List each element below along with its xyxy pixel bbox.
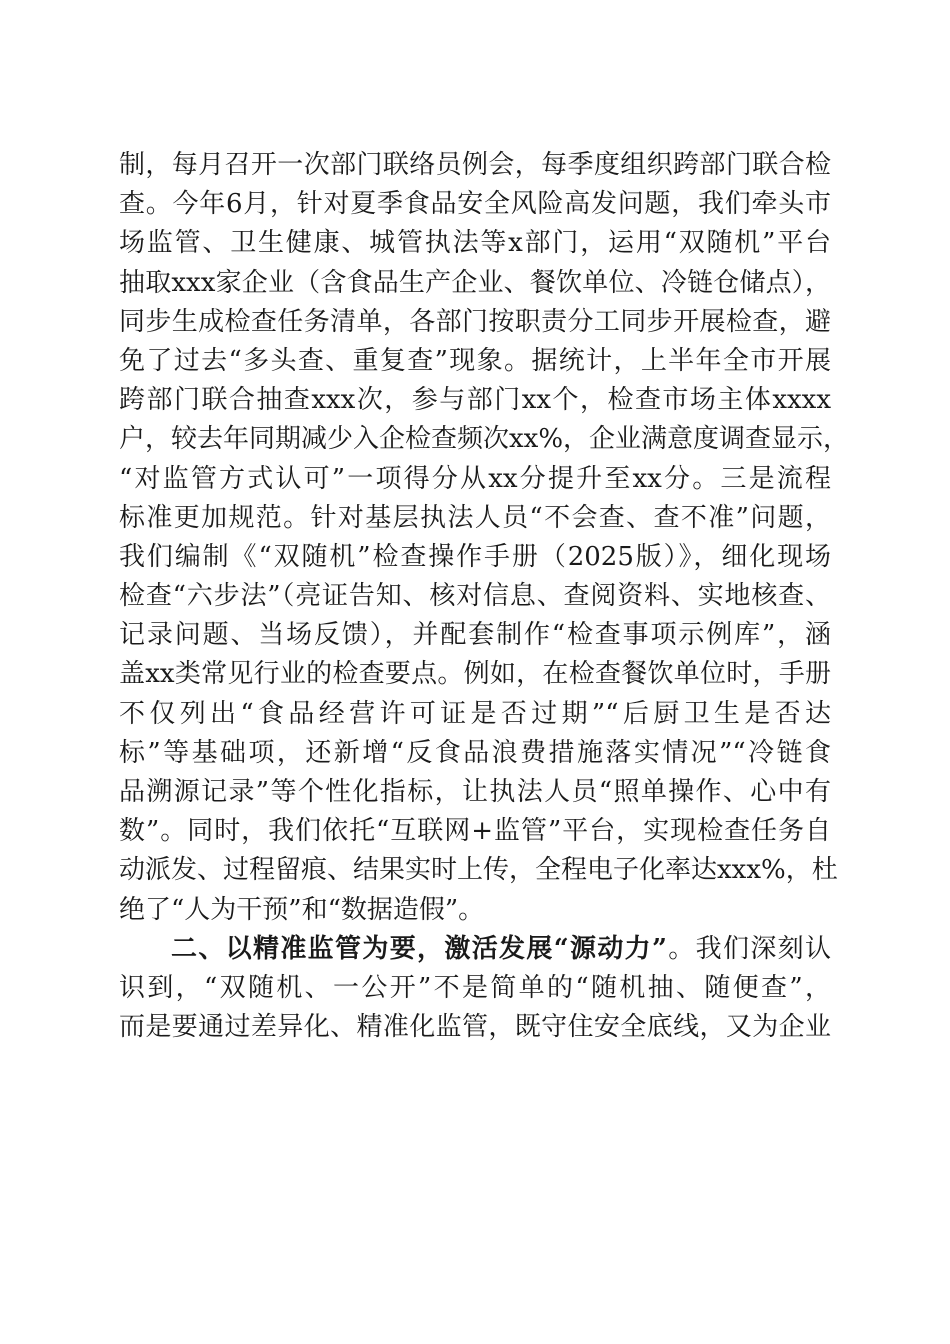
text-line: 户，较去年同期减少入企检查频次xx%，企业满意度调查显示，: [119, 424, 850, 455]
text-line: 识到，“双随机、一公开”不是简单的“随机抽、随便查”，: [119, 972, 831, 1003]
text-line: 不仅列出“食品经营许可证是否过期”“后厨卫生是否达: [119, 698, 831, 729]
text-line: 记录问题、当场反馈），并配套制作“检查事项示例库”，涵: [119, 620, 831, 651]
text-line: 场监管、卫生健康、城管执法等x部门，运用“双随机”平台: [119, 228, 831, 259]
text-line: 绝了“人为干预”和“数据造假”。: [119, 894, 485, 925]
text-line: 动派发、过程留痕、结果实时上传，全程电子化率达xxx%，杜: [119, 855, 838, 886]
text-line: 品溯源记录”等个性化指标，让执法人员“照单操作、心中有: [119, 777, 831, 807]
text-line: 盖xx类常见行业的检查要点。例如，在检查餐饮单位时，手册: [119, 659, 831, 690]
text-line: 制，每月召开一次部门联络员例会，每季度组织跨部门联合检: [119, 150, 831, 180]
paragraph-1: [119, 146, 850, 930]
text-line: 同步生成检查任务清单，各部门按职责分工同步开展检查，避: [119, 306, 831, 337]
text-line: 抽取xxx家企业（含食品生产企业、餐饮单位、冷链仓储点），: [119, 267, 831, 298]
paragraph-2: [119, 930, 831, 1048]
section-heading-line: [119, 930, 831, 969]
text-line: 标”等基础项，还新增“反食品浪费措施落实情况”“冷链食: [119, 737, 831, 768]
text-line: 标准更加规范。针对基层执法人员“不会查、查不准”问题，: [119, 502, 831, 533]
text-line: 查。今年6月，针对夏季食品安全风险高发问题，我们牵头市: [119, 189, 831, 220]
section-heading: 二、以精准监管为要，激活发展“源动力”: [171, 933, 667, 964]
document-body: [119, 146, 850, 1047]
text-line: 数”。同时，我们依托“互联网+监管”平台，实现检查任务自: [119, 816, 831, 847]
text-run: 。我们深刻认: [666, 933, 831, 964]
text-line: 我们编制《“双随机”检查操作手册（2025版）》，细化现场: [119, 541, 831, 572]
text-line: “对监管方式认可”一项得分从xx分提升至xx分。三是流程: [119, 463, 831, 494]
text-line: 跨部门联合抽查xxx次，参与部门xx个，检查市场主体xxxx: [119, 385, 831, 416]
text-line: 免了过去“多头查、重复查”现象。据统计，上半年全市开展: [119, 345, 831, 376]
text-line: 而是要通过差异化、精准化监管，既守住安全底线，又为企业: [119, 1012, 831, 1043]
text-line: 检查“六步法”（亮证告知、核对信息、查阅资料、实地核查、: [119, 581, 831, 612]
